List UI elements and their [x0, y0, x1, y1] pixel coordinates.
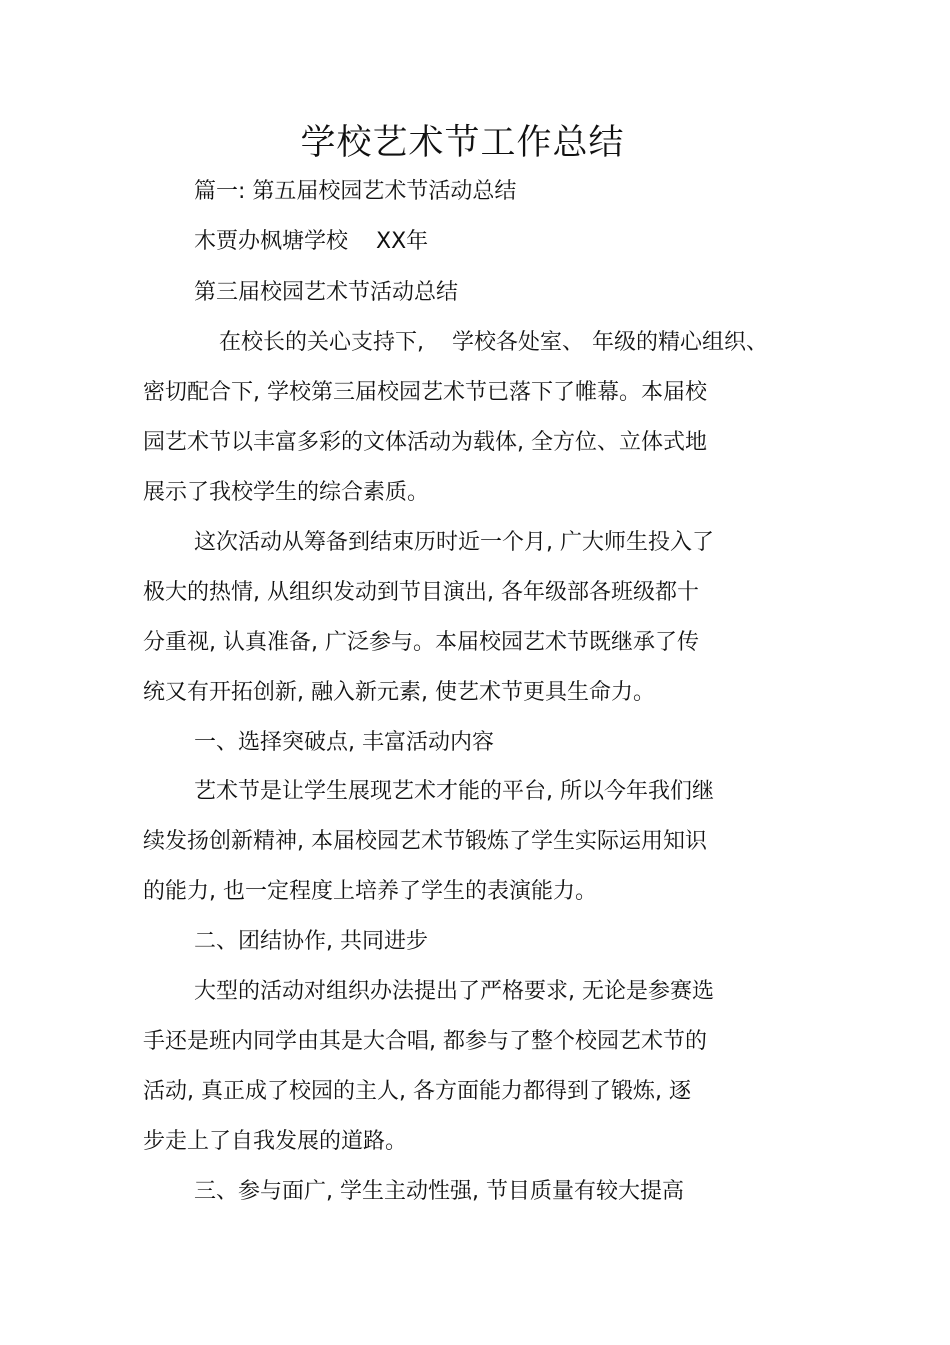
document-title: 学校艺术节工作总结	[300, 123, 625, 163]
year-text: XX年	[376, 229, 429, 254]
paragraph-line: 统又有开拓创新, 融入新元素, 使艺术节更具生命力。	[143, 680, 655, 705]
section-heading: 二、团结协作, 共同进步	[194, 929, 428, 954]
paragraph-line: 园艺术节以丰富多彩的文体活动为载体, 全方位、立体式地	[143, 430, 707, 455]
event-title: 第三届校园艺术节活动总结	[194, 280, 459, 305]
subtitle: 篇一: 第五届校园艺术节活动总结	[194, 179, 517, 204]
paragraph-line: 活动, 真正成了校园的主人, 各方面能力都得到了锻炼, 逐	[143, 1079, 691, 1104]
paragraph-line: 展示了我校学生的综合素质。	[143, 480, 430, 505]
paragraph-line: 密切配合下, 学校第三届校园艺术节已落下了帷幕。本届校	[143, 380, 707, 405]
paragraph-line: 手还是班内同学由其是大合唱, 都参与了整个校园艺术节的	[143, 1029, 707, 1054]
paragraph-line: 极大的热情, 从组织发动到节目演出, 各年级部各班级都十	[143, 580, 699, 605]
paragraph-line: 续发扬创新精神, 本届校园艺术节锻炼了学生实际运用知识	[143, 829, 707, 854]
school-name: 木贾办枫塘学校	[194, 229, 349, 254]
paragraph-line	[219, 328, 768, 358]
text-segment: 年级的精心组织、	[592, 330, 769, 355]
paragraph-line: 步走上了自我发展的道路。	[143, 1129, 408, 1154]
section-heading: 一、选择突破点, 丰富活动内容	[194, 730, 494, 755]
paragraph-line: 大型的活动对组织办法提出了严格要求, 无论是参赛选	[194, 979, 714, 1004]
text-segment: 在校长的关心支持下,	[219, 330, 424, 355]
paragraph-line: 分重视, 认真准备, 广泛参与。本届校园艺术节既继承了传	[143, 630, 699, 655]
section-heading: 三、参与面广, 学生主动性强, 节目质量有较大提高	[194, 1179, 684, 1204]
text-segment: 学校各处室、	[452, 330, 585, 355]
paragraph-line: 这次活动从筹备到结束历时近一个月, 广大师生投入了	[194, 530, 714, 555]
paragraph-line: 艺术节是让学生展现艺术才能的平台, 所以今年我们继	[194, 779, 714, 804]
school-line	[194, 227, 428, 257]
paragraph-line: 的能力, 也一定程度上培养了学生的表演能力。	[143, 879, 597, 904]
